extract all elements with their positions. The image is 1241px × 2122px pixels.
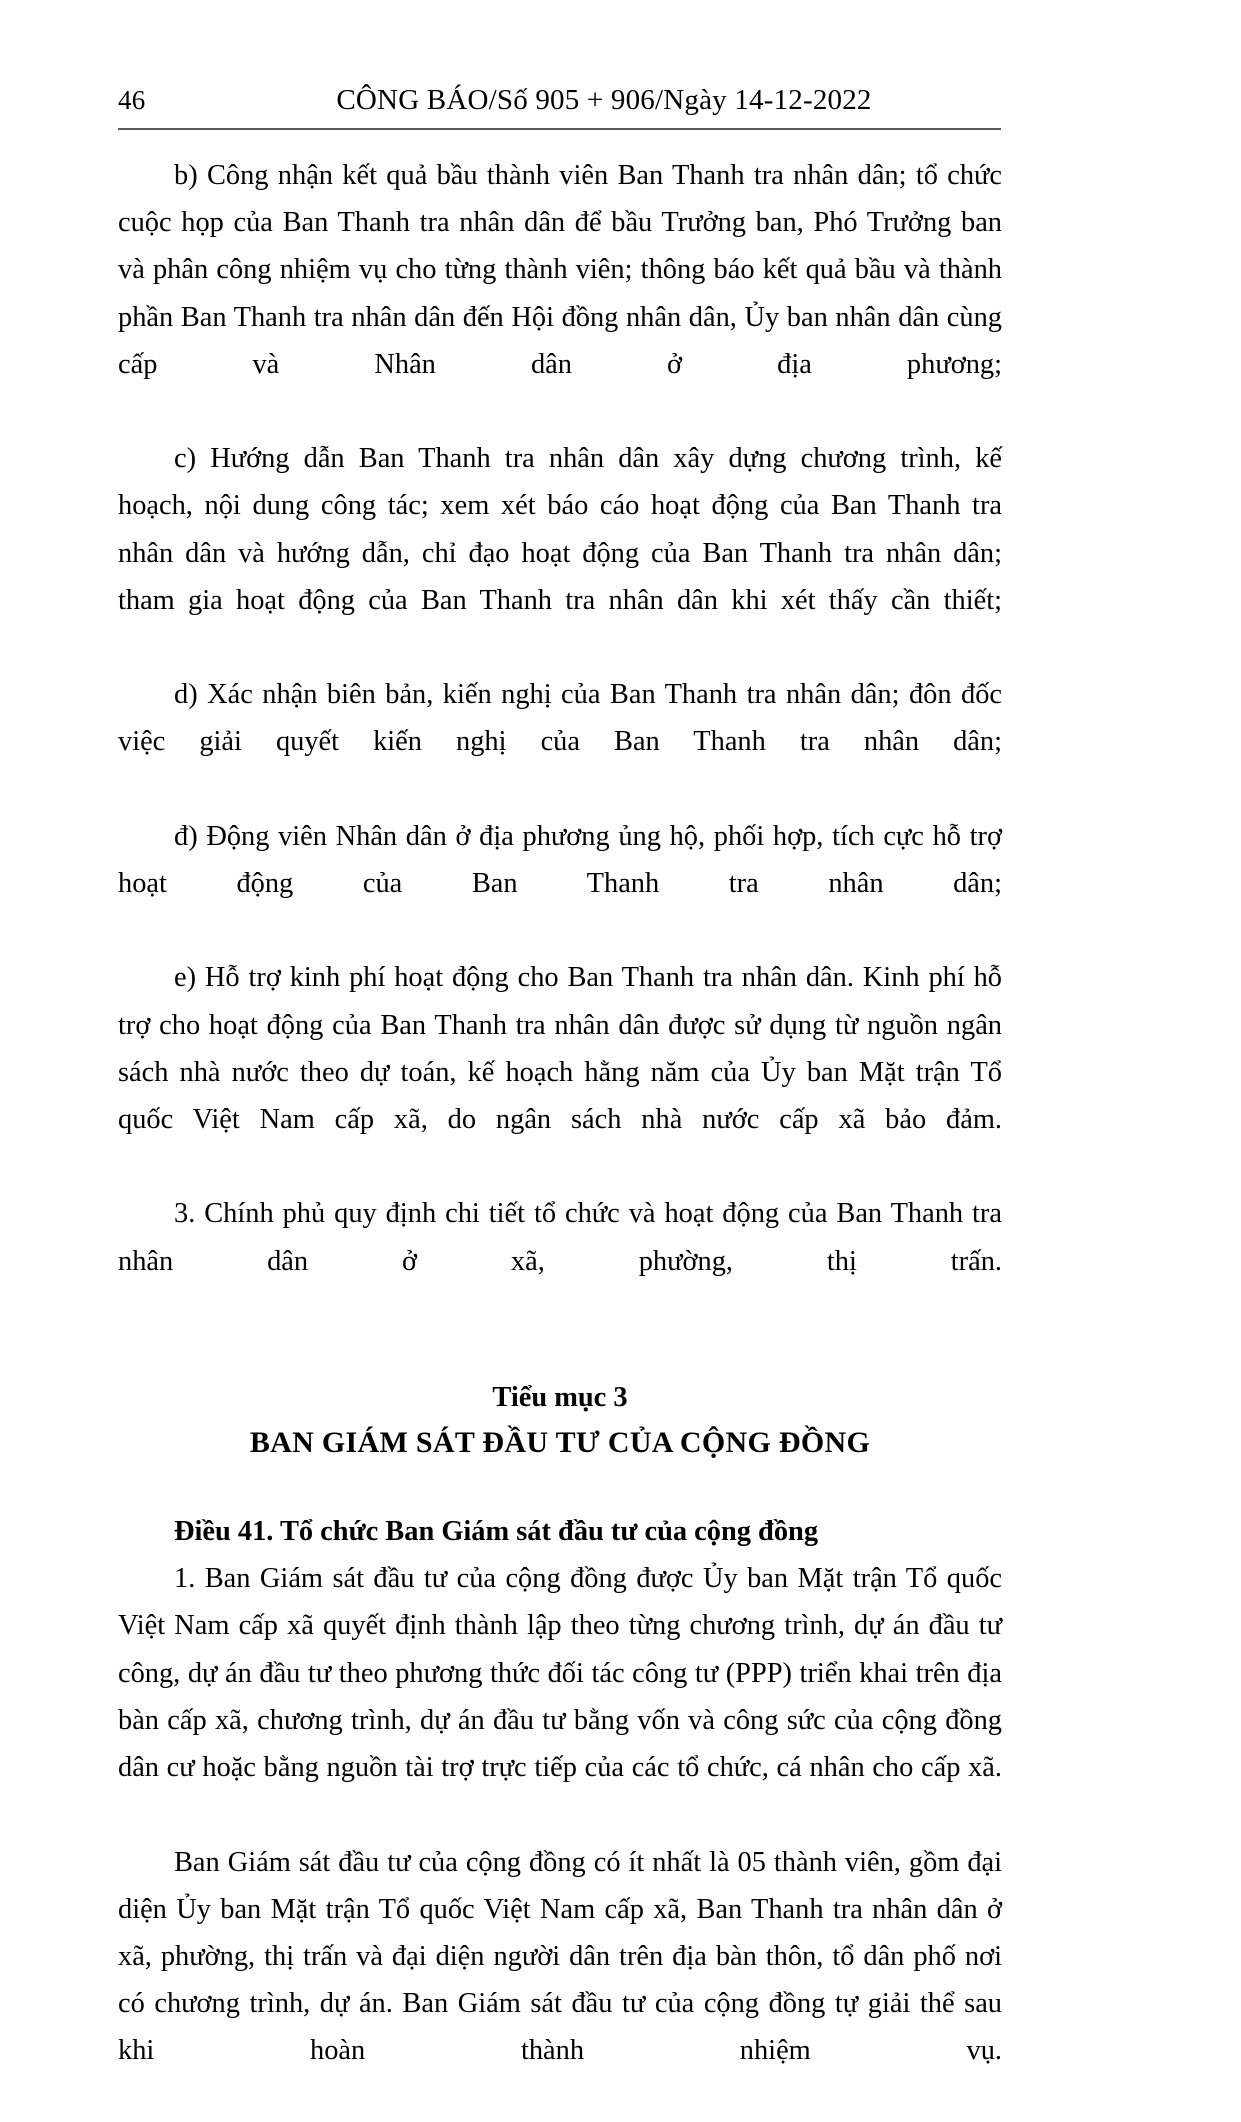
subsection-heading-block	[118, 1376, 1002, 1466]
subsection-label: Tiểu mục 3	[492, 1382, 628, 1414]
paragraph-article41-clause-1: 1. Ban Giám sát đầu tư của cộng đồng được Ủy ban Mặt trận Tổ quốc Việt Nam cấp xã quyết định thành lập theo từng chương trình, dự án đầu tư công, dự án đầu tư theo phương thức đối tác công tư (PPP) triển khai trên địa bàn cấp xã, chương trình, dự án đầu tư bằng vốn và công sức của cộng đồng dân cư hoặc bằng nguồn tài trợ trực tiếp của các tổ chức, cá nhân cho cấp xã.	[118, 1563, 1002, 1784]
paragraph-clause-e: e) Hỗ trợ kinh phí hoạt động cho Ban Thanh tra nhân dân. Kinh phí hỗ trợ cho hoạt động của Ban Thanh tra nhân dân được sử dụng từ nguồn ngân sách nhà nước theo dự toán, kế hoạch hằng năm của Ủy ban Mặt trận Tổ quốc Việt Nam cấp xã, do ngân sách nhà nước cấp xã bảo đảm.	[118, 962, 1002, 1136]
article-heading: Điều 41. Tổ chức Ban Giám sát đầu tư của cộng đồng	[174, 1516, 819, 1548]
document-body	[118, 152, 1002, 2122]
paragraph-clause-dd: đ) Động viên Nhân dân ở địa phương ủng hộ, phối hợp, tích cực hỗ trợ hoạt động của Ban Thanh tra nhân dân;	[118, 820, 1002, 900]
paragraph-clause-b: b) Công nhận kết quả bầu thành viên Ban Thanh tra nhân dân; tổ chức cuộc họp của Ban Thanh tra nhân dân để bầu Trưởng ban, Phó Trưởng ban và phân công nhiệm vụ cho từng thành viên; thông báo kết quả bầu và thành phần Ban Thanh tra nhân dân đến Hội đồng nhân dân, Ủy ban nhân dân cùng cấp và Nhân dân ở địa phương;	[118, 160, 1002, 380]
paragraph-clause-c: c) Hướng dẫn Ban Thanh tra nhân dân xây dựng chương trình, kế hoạch, nội dung công tác; xem xét báo cáo hoạt động của Ban Thanh tra nhân dân và hướng dẫn, chỉ đạo hoạt động của Ban Thanh tra nhân dân; tham gia hoạt động của Ban Thanh tra nhân dân khi xét thấy cần thiết;	[118, 443, 1002, 616]
gazette-title: CÔNG BÁO/Số 905 + 906/Ngày 14-12-2022	[336, 84, 872, 116]
paragraph-article41-clause-1-cont: Ban Giám sát đầu tư của cộng đồng có ít nhất là 05 thành viên, gồm đại diện Ủy ban Mặt trận Tổ quốc Việt Nam cấp xã, Ban Thanh tra nhân dân ở xã, phường, thị trấn và đại diện người dân trên địa bàn thôn, tổ dân phố nơi có chương trình, dự án. Ban Giám sát đầu tư của cộng đồng tự giải thể sau khi hoàn thành nhiệm vụ.	[118, 1846, 1002, 2067]
page-number: 46	[118, 85, 146, 115]
header-divider	[118, 128, 1001, 130]
paragraph-clause-d: d) Xác nhận biên bản, kiến nghị của Ban Thanh tra nhân dân; đôn đốc việc giải quyết kiến nghị của Ban Thanh tra nhân dân;	[118, 679, 1002, 758]
page-header	[118, 86, 1000, 115]
subsection-title: BAN GIÁM SÁT ĐẦU TƯ CỦA CỘNG ĐỒNG	[249, 1426, 871, 1460]
paragraph-clause-3: 3. Chính phủ quy định chi tiết tổ chức và hoạt động của Ban Thanh tra nhân dân ở xã, phường, thị trấn.	[118, 1198, 1002, 1277]
